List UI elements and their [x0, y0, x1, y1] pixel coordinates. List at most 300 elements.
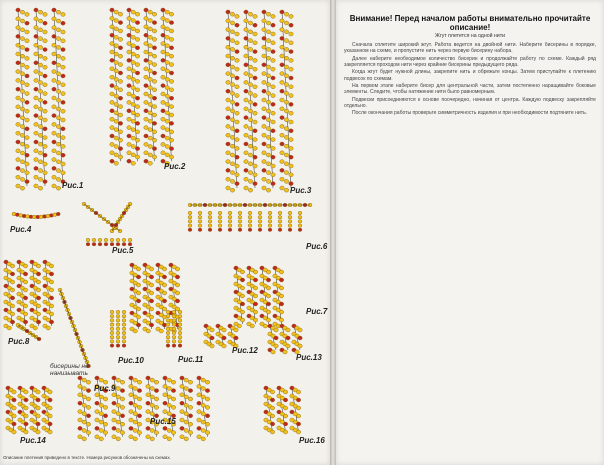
yellow-bead — [201, 412, 205, 416]
red-bead — [112, 376, 116, 380]
red-bead — [86, 389, 90, 393]
red-bead — [16, 8, 20, 12]
yellow-bead — [38, 186, 42, 190]
red-bead — [218, 228, 222, 231]
yellow-bead — [230, 127, 234, 131]
red-bead — [163, 376, 167, 380]
yellow-bead — [284, 30, 288, 34]
red-bead — [24, 422, 28, 426]
yellow-bead — [38, 125, 42, 129]
yellow-bead — [271, 164, 275, 168]
yellow-bead — [78, 410, 82, 414]
red-bead — [262, 10, 266, 14]
yellow-bead — [61, 171, 65, 175]
red-bead — [188, 228, 192, 231]
red-bead — [136, 299, 140, 303]
yellow-bead — [172, 323, 176, 326]
bottom-caption: Описание плетения приведено в тексте. Номера рисунков обозначены на схемах. — [3, 455, 171, 460]
red-bead — [278, 228, 282, 231]
yellow-bead — [122, 238, 126, 241]
yellow-bead — [131, 153, 135, 157]
yellow-bead — [52, 43, 56, 47]
yellow-bead — [253, 85, 257, 89]
yellow-bead — [266, 91, 270, 95]
yellow-bead — [43, 39, 47, 43]
yellow-bead — [284, 162, 288, 166]
yellow-bead — [166, 310, 170, 313]
yellow-bead — [34, 149, 38, 153]
yellow-bead — [253, 41, 257, 45]
yellow-bead — [161, 75, 165, 79]
page-title: Внимание! Перед началом работы внимательно прочитайте описание! — [349, 14, 591, 32]
yellow-bead — [114, 145, 118, 149]
yellow-bead — [103, 422, 107, 426]
yellow-bead — [34, 78, 38, 82]
red-bead — [240, 278, 244, 282]
paragraph: На первом этапе наберите бисер для центральной части, затем постепенно наращивайте боковые элементы. Следите, чтобы натяжение нити было равномерным. — [344, 83, 596, 96]
yellow-bead — [110, 340, 114, 343]
yellow-bead — [289, 58, 293, 62]
red-bead — [34, 114, 38, 118]
yellow-bead — [61, 144, 65, 148]
yellow-bead — [25, 118, 29, 122]
red-bead — [253, 76, 257, 80]
yellow-bead — [127, 151, 131, 155]
yellow-bead — [114, 128, 118, 132]
yellow-bead — [280, 98, 284, 102]
yellow-bead — [244, 72, 248, 76]
red-bead — [152, 71, 156, 75]
yellow-bead — [135, 105, 139, 109]
yellow-bead — [82, 420, 86, 424]
red-bead — [169, 71, 173, 75]
yellow-bead — [163, 410, 167, 414]
red-bead — [169, 121, 173, 125]
yellow-bead — [284, 179, 288, 183]
red-bead — [274, 336, 278, 340]
yellow-bead — [167, 437, 171, 441]
yellow-bead — [49, 280, 53, 284]
yellow-bead — [266, 135, 270, 139]
yellow-bead — [289, 111, 293, 115]
yellow-bead — [210, 344, 214, 348]
yellow-bead — [129, 418, 133, 422]
yellow-bead — [266, 100, 270, 104]
yellow-bead — [169, 105, 173, 109]
yellow-bead — [180, 435, 184, 439]
yellow-bead — [166, 327, 170, 330]
yellow-bead — [271, 94, 275, 98]
red-bead — [235, 129, 239, 133]
yellow-bead — [161, 67, 165, 71]
yellow-bead — [56, 81, 60, 85]
yellow-bead — [135, 113, 139, 117]
red-bead — [36, 320, 40, 324]
red-bead — [266, 278, 270, 282]
yellow-bead — [118, 138, 122, 142]
yellow-bead — [127, 75, 131, 79]
yellow-bead — [144, 67, 148, 71]
yellow-bead — [184, 420, 188, 424]
yellow-bead — [127, 100, 131, 104]
red-bead — [188, 389, 192, 393]
yellow-bead — [52, 184, 56, 188]
red-bead — [61, 100, 65, 104]
yellow-bead — [46, 326, 50, 330]
yellow-bead — [52, 158, 56, 162]
red-bead — [161, 134, 165, 138]
yellow-bead — [169, 29, 173, 33]
yellow-bead — [271, 67, 275, 71]
yellow-bead — [82, 437, 86, 441]
red-bead — [34, 8, 38, 12]
yellow-bead — [38, 37, 42, 41]
red-bead — [25, 180, 29, 184]
yellow-bead — [16, 70, 20, 74]
yellow-bead — [188, 215, 192, 218]
yellow-bead — [180, 410, 184, 414]
yellow-bead — [16, 78, 20, 82]
paragraph: Подвески присоединяются к основе поочередно, начиная от центра. Каждую подвеску закрепляйте отдельно. — [344, 96, 596, 110]
yellow-bead — [34, 158, 38, 162]
red-bead — [280, 89, 284, 93]
yellow-bead — [271, 32, 275, 36]
red-bead — [52, 34, 56, 38]
yellow-bead — [188, 405, 192, 409]
fig-label-9: Рис.9 — [94, 384, 116, 393]
red-bead — [253, 278, 257, 282]
red-bead — [135, 21, 139, 25]
red-bead — [180, 376, 184, 380]
red-bead — [36, 296, 40, 300]
yellow-bead — [116, 403, 120, 407]
yellow-bead — [118, 63, 122, 67]
yellow-bead — [271, 111, 275, 115]
yellow-bead — [43, 109, 47, 113]
red-bead — [135, 96, 139, 100]
yellow-bead — [34, 96, 38, 100]
yellow-bead — [238, 215, 242, 218]
yellow-bead — [36, 304, 40, 308]
yellow-bead — [154, 397, 158, 401]
yellow-bead — [266, 144, 270, 148]
yellow-bead — [289, 14, 293, 18]
red-bead — [197, 401, 201, 405]
yellow-bead — [133, 412, 137, 416]
fig-label-15: Рис.15 — [150, 417, 176, 426]
yellow-bead — [118, 88, 122, 92]
red-bead — [110, 33, 114, 37]
yellow-bead — [244, 177, 248, 181]
yellow-bead — [286, 328, 290, 332]
yellow-bead — [120, 422, 124, 426]
yellow-bead — [122, 327, 126, 330]
yellow-bead — [148, 103, 152, 107]
yellow-bead — [197, 393, 201, 397]
yellow-bead — [137, 422, 141, 426]
yellow-bead — [235, 164, 239, 168]
yellow-bead — [240, 294, 244, 298]
yellow-bead — [271, 138, 275, 142]
red-bead — [112, 401, 116, 405]
yellow-bead — [230, 162, 234, 166]
red-bead — [152, 96, 156, 100]
red-bead — [262, 116, 266, 120]
yellow-bead — [266, 12, 270, 16]
yellow-bead — [133, 403, 137, 407]
yellow-bead — [61, 136, 65, 140]
yellow-bead — [38, 10, 42, 14]
yellow-bead — [110, 323, 114, 326]
yellow-bead — [283, 390, 287, 394]
yellow-bead — [20, 186, 24, 190]
yellow-bead — [150, 403, 154, 407]
yellow-bead — [114, 103, 118, 107]
yellow-bead — [266, 153, 270, 157]
yellow-bead — [208, 215, 212, 218]
yellow-bead — [284, 127, 288, 131]
yellow-bead — [20, 63, 24, 67]
yellow-bead — [280, 54, 284, 58]
yellow-bead — [162, 283, 166, 287]
yellow-bead — [136, 267, 140, 271]
red-bead — [280, 142, 284, 146]
yellow-bead — [150, 378, 154, 382]
red-bead — [235, 50, 239, 54]
yellow-bead — [56, 186, 60, 190]
yellow-bead — [61, 39, 65, 43]
yellow-bead — [270, 414, 274, 418]
yellow-bead — [175, 283, 179, 287]
yellow-bead — [61, 12, 65, 16]
yellow-bead — [298, 328, 302, 332]
yellow-bead — [38, 116, 42, 120]
red-bead — [235, 102, 239, 106]
yellow-bead — [253, 270, 257, 274]
yellow-bead — [166, 319, 170, 322]
yellow-bead — [248, 211, 252, 214]
yellow-bead — [38, 142, 42, 146]
yellow-bead — [38, 98, 42, 102]
yellow-bead — [131, 94, 135, 98]
yellow-bead — [114, 52, 118, 56]
yellow-bead — [284, 118, 288, 122]
yellow-bead — [284, 12, 288, 16]
yellow-bead — [148, 111, 152, 115]
yellow-bead — [116, 429, 120, 433]
red-bead — [210, 336, 214, 340]
yellow-bead — [184, 395, 188, 399]
yellow-bead — [110, 75, 114, 79]
yellow-bead — [25, 30, 29, 34]
fig-label-1: Рис.1 — [62, 181, 84, 190]
red-bead — [104, 242, 108, 245]
yellow-bead — [226, 54, 230, 58]
yellow-bead — [52, 52, 56, 56]
yellow-bead — [12, 430, 16, 434]
yellow-bead — [278, 215, 282, 218]
yellow-bead — [201, 378, 205, 382]
yellow-bead — [248, 135, 252, 139]
red-bead — [296, 422, 300, 426]
red-bead — [266, 302, 270, 306]
yellow-bead — [253, 94, 257, 98]
red-bead — [283, 422, 287, 426]
yellow-bead — [230, 179, 234, 183]
yellow-bead — [280, 151, 284, 155]
yellow-bead — [226, 151, 230, 155]
yellow-bead — [61, 118, 65, 122]
yellow-bead — [114, 27, 118, 31]
yellow-bead — [226, 80, 230, 84]
yellow-bead — [298, 220, 302, 223]
yellow-bead — [248, 109, 252, 113]
thread-line — [112, 204, 130, 231]
yellow-bead — [150, 437, 154, 441]
red-bead — [161, 58, 165, 62]
yellow-bead — [161, 92, 165, 96]
red-bead — [149, 275, 153, 279]
yellow-bead — [82, 378, 86, 382]
yellow-bead — [56, 177, 60, 181]
red-bead — [161, 33, 165, 37]
yellow-bead — [248, 65, 252, 69]
yellow-bead — [38, 54, 42, 58]
yellow-bead — [146, 384, 150, 388]
yellow-bead — [20, 125, 24, 129]
yellow-bead — [49, 312, 53, 316]
yellow-bead — [114, 86, 118, 90]
yellow-bead — [198, 224, 202, 227]
yellow-bead — [165, 27, 169, 31]
yellow-bead — [235, 58, 239, 62]
yellow-bead — [230, 171, 234, 175]
red-bead — [95, 401, 99, 405]
yellow-bead — [137, 397, 141, 401]
yellow-bead — [104, 238, 108, 241]
yellow-bead — [161, 42, 165, 46]
yellow-bead — [148, 69, 152, 73]
yellow-bead — [262, 54, 266, 58]
yellow-bead — [278, 220, 282, 223]
yellow-bead — [148, 10, 152, 14]
yellow-bead — [148, 35, 152, 39]
yellow-bead — [152, 79, 156, 83]
yellow-bead — [56, 28, 60, 32]
yellow-bead — [197, 418, 201, 422]
yellow-bead — [16, 184, 20, 188]
yellow-bead — [149, 291, 153, 295]
yellow-bead — [289, 138, 293, 142]
yellow-bead — [86, 431, 90, 435]
yellow-bead — [118, 105, 122, 109]
yellow-bead — [278, 211, 282, 214]
red-bead — [228, 228, 232, 231]
yellow-bead — [178, 314, 182, 317]
yellow-bead — [234, 328, 238, 332]
yellow-bead — [16, 96, 20, 100]
yellow-bead — [266, 127, 270, 131]
yellow-bead — [131, 27, 135, 31]
yellow-bead — [248, 127, 252, 131]
yellow-bead — [205, 405, 209, 409]
yellow-bead — [235, 85, 239, 89]
red-bead — [289, 76, 293, 80]
yellow-bead — [56, 98, 60, 102]
yellow-bead — [284, 39, 288, 43]
red-bead — [120, 389, 124, 393]
yellow-bead — [131, 145, 135, 149]
yellow-bead — [172, 310, 176, 313]
yellow-bead — [205, 422, 209, 426]
yellow-bead — [263, 324, 267, 328]
red-bead — [52, 87, 56, 91]
red-bead — [136, 275, 140, 279]
yellow-bead — [152, 88, 156, 92]
yellow-bead — [208, 224, 212, 227]
yellow-bead — [116, 378, 120, 382]
yellow-bead — [284, 100, 288, 104]
red-bead — [34, 140, 38, 144]
red-bead — [172, 344, 176, 347]
red-bead — [253, 102, 257, 106]
yellow-bead — [120, 397, 124, 401]
yellow-bead — [135, 54, 139, 58]
red-bead — [122, 344, 126, 347]
yellow-bead — [20, 19, 24, 23]
yellow-bead — [148, 153, 152, 157]
red-bead — [10, 296, 14, 300]
red-bead — [16, 114, 20, 118]
red-bead — [161, 84, 165, 88]
red-bead — [49, 296, 53, 300]
yellow-bead — [25, 83, 29, 87]
yellow-bead — [148, 19, 152, 23]
yellow-bead — [43, 136, 47, 140]
red-bead — [169, 21, 173, 25]
red-bead — [110, 344, 114, 347]
red-bead — [61, 74, 65, 78]
yellow-bead — [36, 430, 40, 434]
yellow-bead — [226, 186, 230, 190]
yellow-bead — [289, 85, 293, 89]
yellow-bead — [12, 390, 16, 394]
yellow-bead — [230, 47, 234, 51]
yellow-bead — [188, 224, 192, 227]
red-bead — [235, 155, 239, 159]
yellow-bead — [103, 431, 107, 435]
red-bead — [116, 344, 120, 347]
yellow-bead — [165, 94, 169, 98]
yellow-bead — [34, 43, 38, 47]
red-bead — [16, 140, 20, 144]
fig-label-3: Рис.3 — [290, 186, 312, 195]
red-bead — [280, 36, 284, 40]
yellow-bead — [144, 151, 148, 155]
red-bead — [146, 376, 150, 380]
yellow-bead — [20, 10, 24, 14]
yellow-bead — [127, 117, 131, 121]
yellow-bead — [148, 136, 152, 140]
yellow-bead — [230, 21, 234, 25]
yellow-bead — [20, 45, 24, 49]
yellow-bead — [118, 29, 122, 33]
red-bead — [240, 302, 244, 306]
yellow-bead — [165, 86, 169, 90]
yellow-bead — [52, 105, 56, 109]
red-bead — [127, 159, 131, 163]
fig-label-6: Рис.6 — [306, 242, 328, 251]
